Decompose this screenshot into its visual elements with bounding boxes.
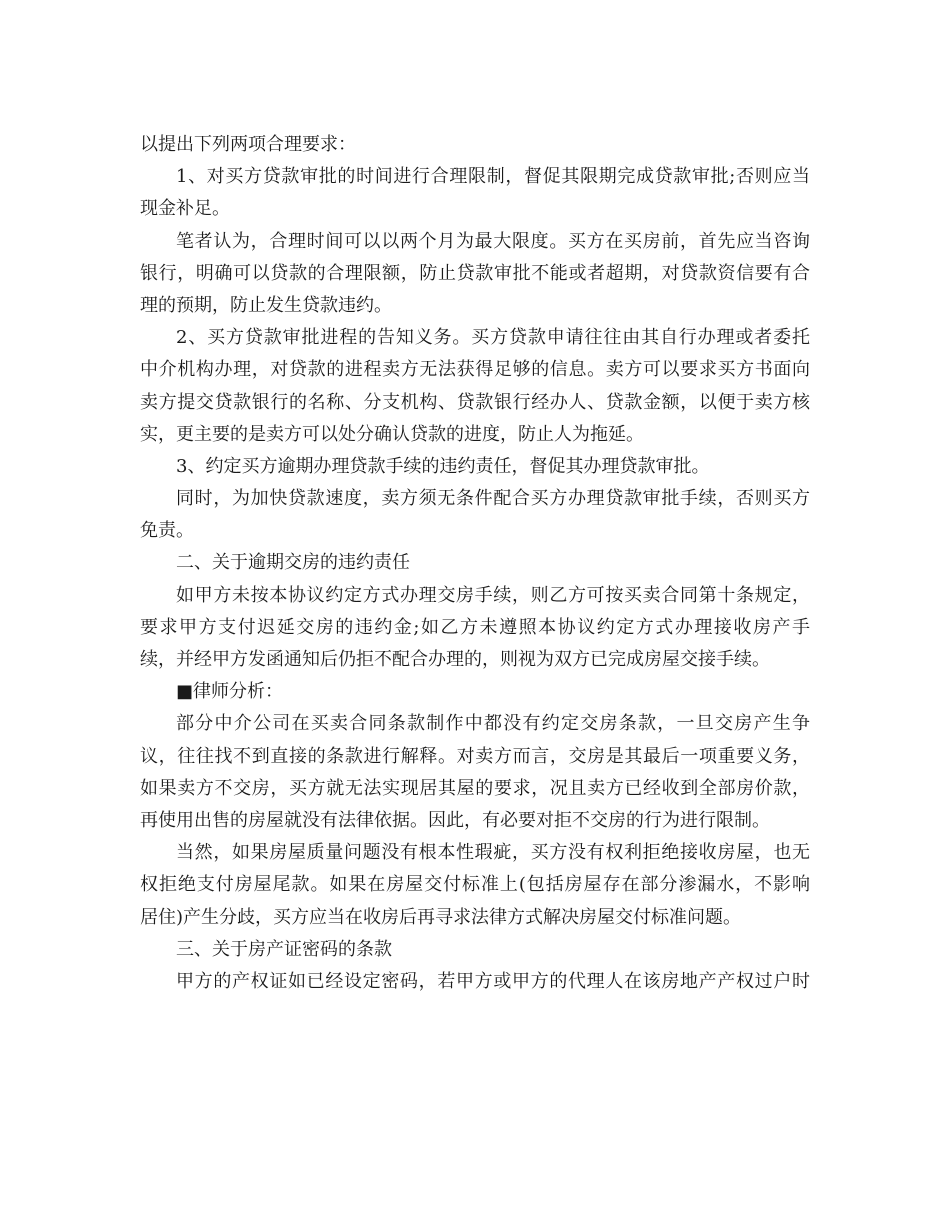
text-line: 再使用出售的房屋就没有法律依据。因此，有必要对拒不交房的行为进行限制。 [140,809,770,831]
text-line: 甲方的产权证如已经设定密码，若甲方或甲方的代理人在该房地产产权过户时 [176,970,810,992]
text-line: 1、对买方贷款审批的时间进行合理限制，督促其限期完成贷款审批;否则应当 [176,166,810,188]
text-line: 续，并经甲方发函通知后仍拒不配合办理的，则视为双方已完成房屋交接手续。 [140,649,770,670]
text-line: 2、买方贷款审批进程的告知义务。买方贷款申请往往由其自行办理或者委托 [176,327,810,349]
text-line: 3、约定买方逾期办理贷款手续的违约责任，督促其办理贷款审批。 [176,455,710,477]
text-line: 卖方提交贷款银行的名称、分支机构、贷款银行经办人、贷款金额，以便于卖方核 [140,391,810,413]
text-line: ■律师分析： [176,681,284,703]
text-line: 以提出下列两项合理要求： [140,134,356,155]
text-line: 理的预期，防止发生贷款违约。 [140,294,392,316]
text-line: 居住)产生分歧，买方应当在收房后再寻求法律方式解决房屋交付标准问题。 [140,906,742,928]
text-line: 如果卖方不交房，买方就无法实现居其屋的要求，况且卖方已经收到全部房价款， [140,777,810,799]
text-line: 二、关于逾期交房的违约责任 [176,552,410,574]
document-body [140,129,810,998]
text-line: 如甲方未按本协议约定方式办理交房手续，则乙方可按买卖合同第十条规定， [176,584,810,606]
text-line: 当然，如果房屋质量问题没有根本性瑕疵，买方没有权利拒绝接收房屋，也无 [176,842,810,864]
text-line: 同时，为加快贷款速度，卖方须无条件配合买方办理贷款审批手续，否则买方 [176,488,810,510]
text-line: 现金补足。 [140,198,230,220]
text-line: 要求甲方支付迟延交房的违约金;如乙方未遵照本协议约定方式办理接收房产手 [140,616,810,638]
text-line: 笔者认为，合理时间可以以两个月为最大限度。买方在买房前，首先应当咨询 [176,230,810,252]
text-line: 权拒绝支付房屋尾款。如果在房屋交付标准上(包括房屋存在部分渗漏水，不影响 [140,874,810,896]
text-line: 三、关于房产证密码的条款 [176,938,392,960]
text-line: 免责。 [140,520,194,542]
text-line: 议，往往找不到直接的条款进行解释。对卖方而言，交房是其最后一项重要义务， [140,745,810,767]
text-line: 部分中介公司在买卖合同条款制作中都没有约定交房条款，一旦交房产生争 [176,713,810,735]
text-line: 中介机构办理，对贷款的进程卖方无法获得足够的信息。卖方可以要求买方书面向 [140,359,810,381]
text-line: 银行，明确可以贷款的合理限额，防止贷款审批不能或者超期，对贷款资信要有合 [140,262,810,284]
text-line: 实，更主要的是卖方可以处分确认贷款的进度，防止人为拖延。 [140,423,644,445]
